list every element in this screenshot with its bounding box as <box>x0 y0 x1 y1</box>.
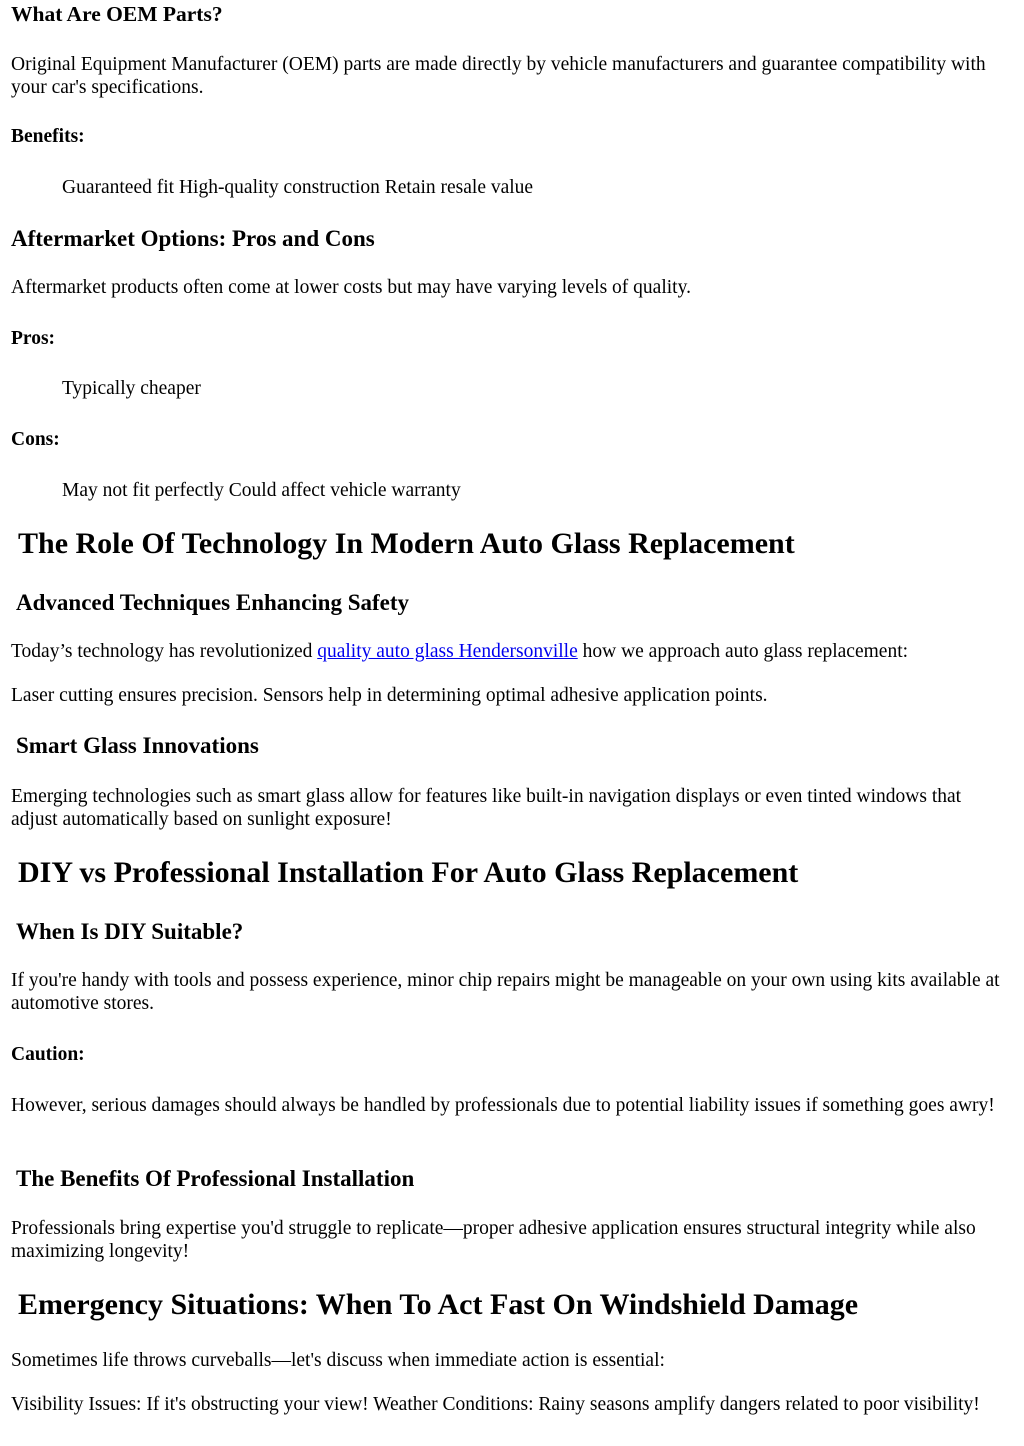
caution-paragraph: However, serious damages should always be handled by professionals due to potential liability issues if something goes awry! <box>11 1095 995 1116</box>
diy-paragraph: If you're handy with tools and possess experience, minor chip repairs might be manageable on your own using kits available at automotive stores. <box>11 970 1000 1014</box>
subheading-advanced-techniques: Advanced Techniques Enhancing Safety <box>16 590 410 615</box>
subheading-smart-glass: Smart Glass Innovations <box>16 733 259 758</box>
heading-emergency: Emergency Situations: When To Act Fast On Windshield Damage <box>18 1288 859 1321</box>
technology-paragraph <box>11 641 908 663</box>
technology-text-before-link: Today’s technology has revolutionized <box>11 641 318 662</box>
emergency-intro: Sometimes life throws curveballs—let's discuss when immediate action is essential: <box>11 1350 665 1371</box>
cons-list: May not fit perfectly Could affect vehicle warranty <box>62 480 461 501</box>
smart-glass-paragraph: Emerging technologies such as smart glass allow for features like built-in navigation displays or even tinted windows that adjust automatically based on sunlight exposure! <box>11 786 962 830</box>
heading-aftermarket: Aftermarket Options: Pros and Cons <box>11 226 375 251</box>
benefits-label: Benefits: <box>11 126 85 147</box>
pros-list: Typically cheaper <box>62 378 201 399</box>
technology-text-after-link: how we approach auto glass replacement: <box>577 641 909 662</box>
cons-label: Cons: <box>11 429 60 450</box>
oem-intro-paragraph: Original Equipment Manufacturer (OEM) parts are made directly by vehicle manufacturers and guarantee compatibility with your car's specifications. <box>11 54 986 98</box>
technology-points: Laser cutting ensures precision. Sensors help in determining optimal adhesive application points. <box>11 685 768 706</box>
emergency-points: Visibility Issues: If it's obstructing your view! Weather Conditions: Rainy seasons amplify dangers related to poor visibility! <box>11 1394 980 1415</box>
quality-auto-glass-link[interactable]: quality auto glass Hendersonville <box>317 641 578 662</box>
subheading-when-diy-suitable: When Is DIY Suitable? <box>16 919 244 944</box>
aftermarket-intro-paragraph: Aftermarket products often come at lower costs but may have varying levels of quality. <box>11 277 691 298</box>
pros-label: Pros: <box>11 328 56 349</box>
heading-oem-parts: What Are OEM Parts? <box>11 2 223 26</box>
professional-paragraph: Professionals bring expertise you'd struggle to replicate—proper adhesive application ensures structural integrity while also maximizing longevity! <box>11 1218 976 1262</box>
heading-diy-vs-professional: DIY vs Professional Installation For Auto Glass Replacement <box>18 856 799 889</box>
subheading-professional-benefits: The Benefits Of Professional Installation <box>16 1166 415 1191</box>
benefits-list: Guaranteed fit High-quality construction Retain resale value <box>62 177 534 198</box>
heading-technology: The Role Of Technology In Modern Auto Glass Replacement <box>18 527 795 560</box>
caution-label: Caution: <box>11 1044 85 1065</box>
